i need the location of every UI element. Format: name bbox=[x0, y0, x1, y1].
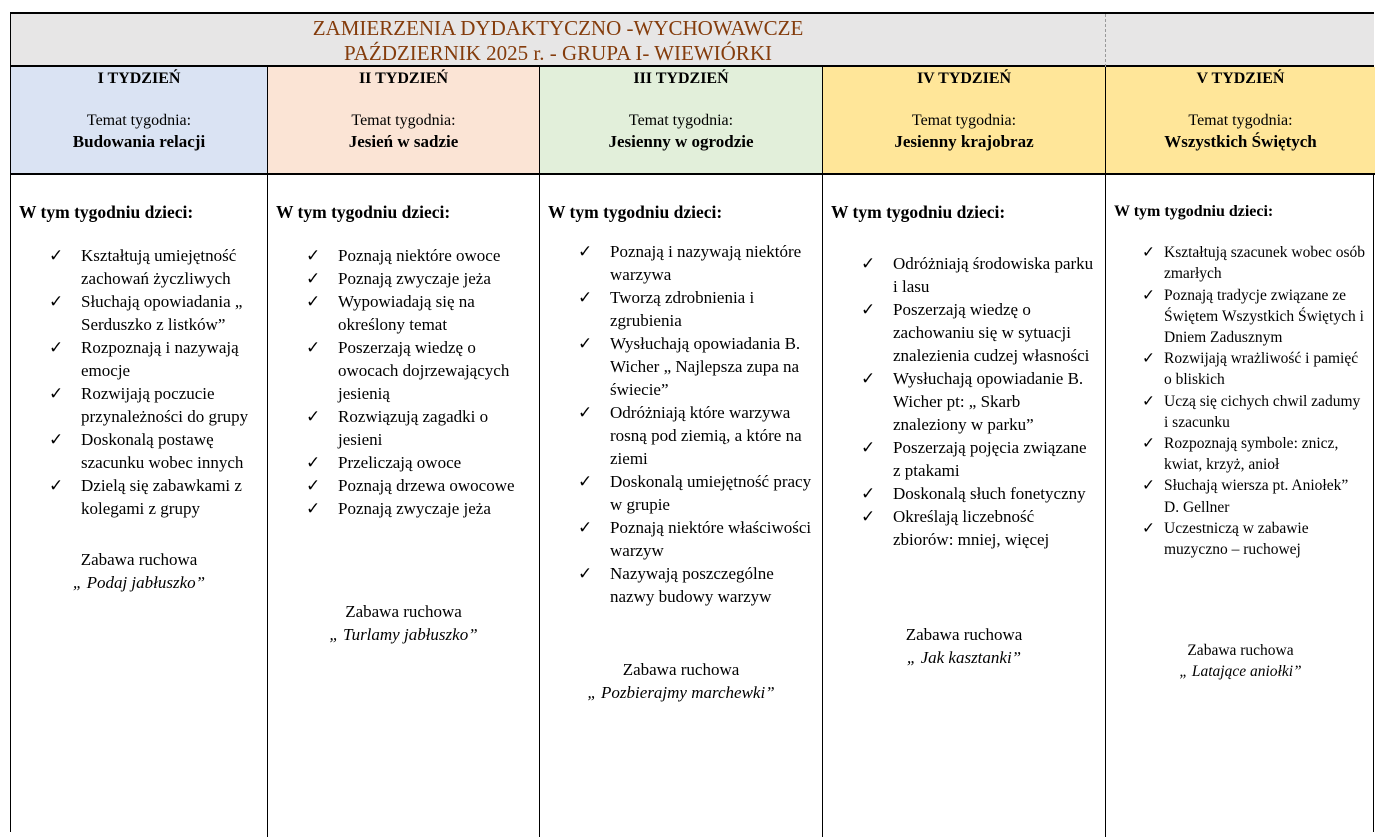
list-item-text: Rozwijają wrażliwość i pamięć o bliskich bbox=[1164, 350, 1359, 389]
list-item-text: Rozwijają poczucie przynależności do grupy bbox=[81, 384, 249, 426]
checkmark-icon: ✓ bbox=[49, 338, 64, 357]
checkmark-icon: ✓ bbox=[306, 407, 321, 426]
title-line-2: PAŹDZIERNIK 2025 r. - GRUPA I- WIEWIÓRKI bbox=[344, 41, 772, 65]
list-item bbox=[276, 405, 531, 451]
checkmark-icon: ✓ bbox=[49, 430, 64, 449]
activity-name: „ Jak kasztanki” bbox=[906, 648, 1022, 667]
week-topic: Jesienny krajobraz bbox=[894, 132, 1034, 151]
list-item-text: Słuchają wiersza pt. Aniołek” D. Gellner bbox=[1164, 477, 1349, 516]
list-item-text: Określają liczebność zbiorów: mniej, więcej bbox=[893, 507, 1050, 549]
checkmark-icon: ✓ bbox=[306, 338, 321, 357]
list-item bbox=[831, 252, 1097, 298]
cell-divider bbox=[1105, 14, 1106, 67]
lead-text: W tym tygodniu dzieci: bbox=[548, 202, 723, 222]
checkmark-icon: ✓ bbox=[49, 246, 64, 265]
activity bbox=[831, 623, 1097, 669]
checkmark-icon: ✓ bbox=[578, 472, 593, 491]
week-column-2 bbox=[268, 67, 540, 837]
activity-label: Zabawa ruchowa bbox=[905, 625, 1023, 644]
checkmark-icon: ✓ bbox=[861, 484, 876, 503]
topic-label: Temat tygodnia: bbox=[351, 112, 456, 129]
week-content bbox=[1106, 175, 1375, 683]
list-item-text: Rozpoznają i nazywają emocje bbox=[81, 338, 239, 380]
week-topic: Budowania relacji bbox=[72, 132, 206, 151]
activity-name: „ Turlamy jabłuszko” bbox=[329, 625, 478, 644]
list-item-text: Poznają tradycje związane ze Świętem Wszystkich Świętych i Dniem Zadusznym bbox=[1164, 286, 1364, 347]
checkmark-icon: ✓ bbox=[1142, 350, 1155, 368]
list-item-text: Słuchają opowiadania „ Serduszko z listków” bbox=[81, 292, 243, 334]
list-item bbox=[19, 336, 259, 382]
checkmark-icon: ✓ bbox=[49, 384, 64, 403]
lead-text: W tym tygodniu dzieci: bbox=[1114, 203, 1274, 220]
week-topic: Jesień w sadzie bbox=[348, 132, 459, 151]
week-header bbox=[268, 67, 539, 175]
list-item bbox=[548, 562, 814, 608]
activity-label: Zabawa ruchowa bbox=[622, 660, 740, 679]
list-item-text: Kształtują umiejętność zachowań życzliwych bbox=[81, 246, 237, 288]
list-item bbox=[276, 244, 531, 267]
list-item-text: Uczą się cichych chwil zadumy i szacunku bbox=[1164, 392, 1361, 431]
week-topic: Wszystkich Świętych bbox=[1164, 132, 1317, 151]
checkmark-icon: ✓ bbox=[1142, 519, 1155, 537]
list-item bbox=[548, 240, 814, 286]
list-item-text: Kształtują szacunek wobec osób zmarłych bbox=[1164, 244, 1366, 283]
list-item-text: Poznają niektóre właściwości warzyw bbox=[610, 518, 812, 560]
week-column-3 bbox=[540, 67, 823, 837]
list-item-text: Wypowiadają się na określony temat bbox=[338, 292, 475, 334]
list-item bbox=[1114, 391, 1367, 433]
checkmark-icon: ✓ bbox=[1142, 244, 1155, 262]
week-content bbox=[11, 175, 267, 594]
checkmark-icon: ✓ bbox=[578, 334, 593, 353]
week-label: II TYDZIEŃ bbox=[358, 70, 449, 87]
activity-name: „ Pozbierajmy marchewki” bbox=[587, 683, 775, 702]
checkmark-icon: ✓ bbox=[306, 292, 321, 311]
list-item-text: Uczestniczą w zabawie muzyczno – ruchowej bbox=[1164, 519, 1309, 559]
title-row bbox=[11, 14, 1374, 67]
topic-label: Temat tygodnia: bbox=[628, 112, 734, 129]
checkmark-icon: ✓ bbox=[1142, 286, 1155, 304]
week-content bbox=[823, 175, 1105, 669]
list-item-text: Doskonalą postawę szacunku wobec innych bbox=[81, 430, 244, 472]
list-item-text: Odróżniają które warzywa rosną pod ziemią, a które na ziemi bbox=[610, 403, 802, 468]
lead-text: W tym tygodniu dzieci: bbox=[19, 202, 194, 222]
checkmark-icon: ✓ bbox=[1142, 435, 1155, 453]
checkmark-icon: ✓ bbox=[578, 564, 593, 583]
list-item bbox=[276, 451, 531, 474]
topic-label: Temat tygodnia: bbox=[911, 112, 1017, 129]
week-label: IV TYDZIEŃ bbox=[916, 70, 1012, 87]
list-item bbox=[1114, 348, 1367, 390]
plan-table bbox=[10, 12, 1374, 832]
list-item-text: Doskonalą umiejętność pracy w grupie bbox=[610, 472, 812, 514]
week-content bbox=[268, 175, 539, 646]
checkmark-icon: ✓ bbox=[861, 507, 876, 526]
lead-text: W tym tygodniu dzieci: bbox=[831, 202, 1006, 222]
list-item-text: Rozpoznają symbole: znicz, kwiat, krzyż, anioł bbox=[1164, 435, 1339, 474]
list-item-text: Poszerzają wiedzę o owocach dojrzewających jesienią bbox=[338, 338, 510, 403]
list-item bbox=[831, 505, 1097, 551]
list-item-text: Poznają i nazywają niektóre warzywa bbox=[610, 242, 802, 284]
list-item bbox=[831, 298, 1097, 367]
list-item-text: Dzielą się zabawkami z kolegami z grupy bbox=[81, 476, 242, 518]
checkmark-icon: ✓ bbox=[578, 403, 593, 422]
goals-list bbox=[19, 244, 259, 520]
list-item-text: Poznają drzewa owocowe bbox=[338, 476, 515, 495]
topic-label: Temat tygodnia: bbox=[86, 112, 192, 129]
list-item bbox=[831, 482, 1097, 505]
goals-list bbox=[831, 252, 1097, 551]
list-item bbox=[1114, 475, 1367, 517]
list-item-text: Odróżniają środowiska parku i lasu bbox=[893, 254, 1094, 296]
checkmark-icon: ✓ bbox=[578, 288, 593, 307]
list-item bbox=[276, 290, 531, 336]
list-item-text: Poszerzają wiedzę o zachowaniu się w sytuacji znalezienia cudzej własności bbox=[893, 300, 1090, 365]
list-item bbox=[276, 336, 531, 405]
checkmark-icon: ✓ bbox=[861, 254, 876, 273]
checkmark-icon: ✓ bbox=[861, 300, 876, 319]
list-item-text: Doskonalą słuch fonetyczny bbox=[893, 484, 1086, 503]
checkmark-icon: ✓ bbox=[306, 269, 321, 288]
activity-name: „ Podaj jabłuszko” bbox=[72, 573, 206, 592]
checkmark-icon: ✓ bbox=[861, 369, 876, 388]
list-item bbox=[1114, 433, 1367, 475]
week-column-4 bbox=[823, 67, 1106, 837]
checkmark-icon: ✓ bbox=[306, 246, 321, 265]
activity-name: „ Latające aniołki” bbox=[1179, 663, 1302, 681]
list-item bbox=[19, 244, 259, 290]
checkmark-icon: ✓ bbox=[306, 499, 321, 518]
checkmark-icon: ✓ bbox=[306, 476, 321, 495]
list-item bbox=[1114, 518, 1367, 560]
list-item-text: Wysłuchają opowiadania B. Wicher „ Najlepsza zupa na świecie” bbox=[610, 334, 801, 399]
week-header bbox=[1106, 67, 1375, 175]
goals-list bbox=[1114, 242, 1367, 560]
checkmark-icon: ✓ bbox=[1142, 477, 1155, 495]
checkmark-icon: ✓ bbox=[49, 476, 64, 495]
activity bbox=[1114, 640, 1367, 682]
list-item-text: Tworzą zdrobnienia i zgrubienia bbox=[610, 288, 755, 330]
list-item-text: Wysłuchają opowiadanie B. Wicher pt: „ Skarb znaleziony w parku” bbox=[893, 369, 1084, 434]
list-item bbox=[276, 497, 531, 520]
topic-label: Temat tygodnia: bbox=[1188, 112, 1293, 129]
list-item bbox=[831, 436, 1097, 482]
week-column-1 bbox=[11, 67, 268, 837]
checkmark-icon: ✓ bbox=[1142, 392, 1155, 410]
week-label: III TYDZIEŃ bbox=[633, 70, 729, 87]
week-column-5 bbox=[1106, 67, 1375, 837]
checkmark-icon: ✓ bbox=[49, 292, 64, 311]
week-header bbox=[11, 67, 267, 175]
list-item-text: Poszerzają pojęcia związane z ptakami bbox=[893, 438, 1087, 480]
list-item-text: Poznają niektóre owoce bbox=[338, 246, 501, 265]
activity-label: Zabawa ruchowa bbox=[1187, 642, 1294, 660]
list-item-text: Przeliczają owoce bbox=[338, 453, 462, 472]
table-title bbox=[11, 16, 1105, 66]
list-item bbox=[19, 474, 259, 520]
list-item bbox=[1114, 285, 1367, 349]
list-item-text: Nazywają poszczególne nazwy budowy warzyw bbox=[610, 564, 774, 606]
week-label: I TYDZIEŃ bbox=[97, 70, 181, 87]
list-item bbox=[548, 470, 814, 516]
week-topic: Jesienny w ogrodzie bbox=[608, 132, 754, 151]
list-item bbox=[19, 382, 259, 428]
week-header bbox=[540, 67, 822, 175]
list-item-text: Poznają zwyczaje jeża bbox=[338, 499, 491, 518]
week-label: V TYDZIEŃ bbox=[1196, 70, 1285, 87]
list-item bbox=[548, 401, 814, 470]
activity bbox=[276, 600, 531, 646]
activity-label: Zabawa ruchowa bbox=[80, 550, 198, 569]
lead-text: W tym tygodniu dzieci: bbox=[276, 202, 451, 222]
list-item bbox=[1114, 242, 1367, 284]
checkmark-icon: ✓ bbox=[578, 518, 593, 537]
list-item bbox=[276, 267, 531, 290]
list-item bbox=[19, 428, 259, 474]
list-item-text: Poznają zwyczaje jeża bbox=[338, 269, 491, 288]
list-item-text: Rozwiązują zagadki o jesieni bbox=[338, 407, 489, 449]
list-item bbox=[276, 474, 531, 497]
list-item bbox=[831, 367, 1097, 436]
list-item bbox=[548, 286, 814, 332]
week-header bbox=[823, 67, 1105, 175]
activity-label: Zabawa ruchowa bbox=[345, 602, 462, 621]
list-item bbox=[548, 332, 814, 401]
activity bbox=[548, 658, 814, 704]
list-item bbox=[548, 516, 814, 562]
checkmark-icon: ✓ bbox=[578, 242, 593, 261]
goals-list bbox=[548, 240, 814, 608]
activity bbox=[19, 548, 259, 594]
checkmark-icon: ✓ bbox=[861, 438, 876, 457]
list-item bbox=[19, 290, 259, 336]
week-content bbox=[540, 175, 822, 704]
title-line-1: ZAMIERZENIA DYDAKTYCZNO -WYCHOWAWCZE bbox=[312, 16, 804, 40]
goals-list bbox=[276, 244, 531, 520]
checkmark-icon: ✓ bbox=[306, 453, 321, 472]
